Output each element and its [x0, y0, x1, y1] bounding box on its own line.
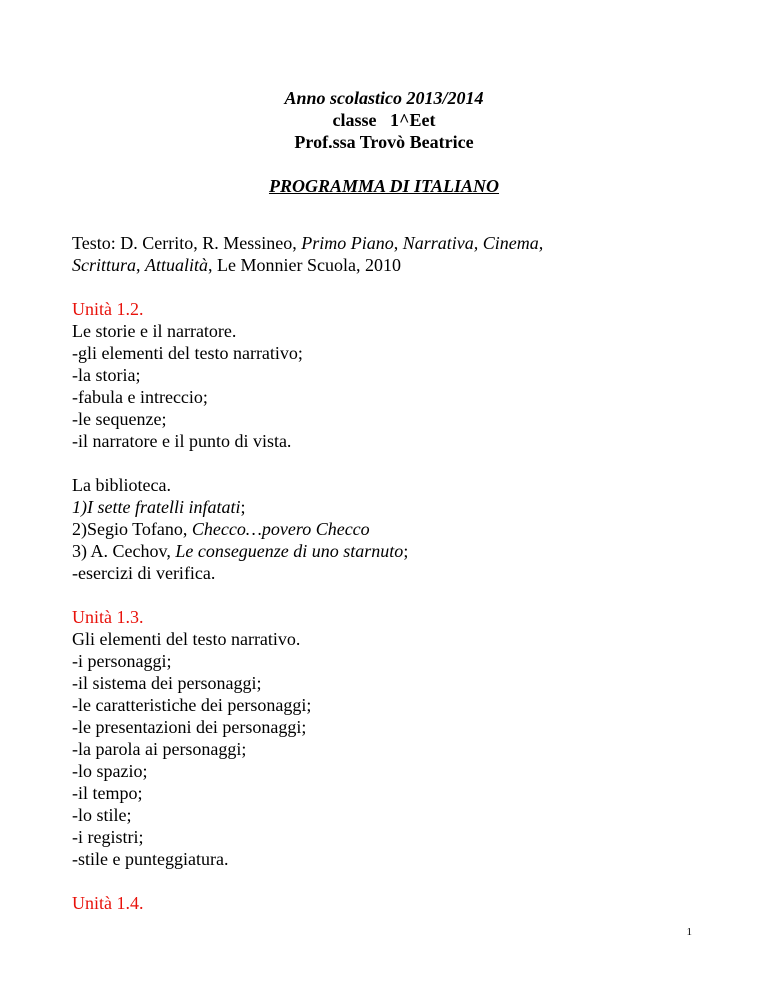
list-item: -lo spazio; — [72, 761, 148, 781]
list-item: -lo stile; — [72, 805, 132, 825]
list-item: -la parola ai personaggi; — [72, 739, 247, 759]
teacher-name: Prof.ssa Trovò Beatrice — [294, 132, 474, 152]
reading-author: 2)Segio Tofano, — [72, 519, 192, 539]
unit-heading: Unità 1.3. — [72, 607, 144, 627]
list-item: -le sequenze; — [72, 409, 167, 429]
list-item: -i registri; — [72, 827, 144, 847]
textbook-prefix: Testo: D. Cerrito, R. Messineo, — [72, 233, 302, 253]
list-item: -il sistema dei personaggi; — [72, 673, 262, 693]
list-item: -esercizi di verifica. — [72, 563, 216, 583]
reading-title: Checco…povero Checco — [191, 519, 370, 539]
list-item: -la storia; — [72, 365, 141, 385]
list-item: -i personaggi; — [72, 651, 172, 671]
document-body — [72, 232, 712, 914]
list-item: -le caratteristiche dei personaggi; — [72, 695, 312, 715]
reading-punctuation: ; — [240, 497, 246, 517]
unit-topic: Gli elementi del testo narrativo. — [72, 629, 301, 649]
textbook-reference — [72, 232, 712, 276]
textbook-subtitle: Narrativa, Cinema, — [402, 233, 544, 253]
textbook-subtitle-scrittura: Scrittura — [72, 255, 137, 275]
library-heading: La biblioteca. — [72, 475, 171, 495]
list-item: -il narratore e il punto di vista. — [72, 431, 292, 451]
reading-punctuation: ; — [403, 541, 409, 561]
class-name: classe 1^Eet — [332, 110, 436, 130]
unit-1-2 — [72, 298, 712, 452]
textbook-subtitle-attualita: Attualità — [145, 255, 209, 275]
textbook-separator-2: , — [136, 255, 146, 275]
page-number: 1 — [686, 926, 692, 938]
document-header — [0, 87, 768, 196]
school-year: Anno scolastico 2013/2014 — [284, 88, 484, 108]
textbook-title: Primo Piano — [301, 233, 394, 253]
unit-1-4 — [72, 892, 712, 914]
library-section — [72, 474, 712, 584]
list-item: -il tempo; — [72, 783, 143, 803]
unit-topic: Le storie e il narratore. — [72, 321, 237, 341]
unit-1-3 — [72, 606, 712, 870]
list-item: -stile e punteggiatura. — [72, 849, 229, 869]
reading-title: 1)I sette fratelli infatati — [72, 497, 241, 517]
list-item: -le presentazioni dei personaggi; — [72, 717, 307, 737]
reading-author: 3) A. Cechov, — [72, 541, 176, 561]
list-item: -gli elementi del testo narrativo; — [72, 343, 303, 363]
unit-heading: Unità 1.2. — [72, 299, 144, 319]
unit-heading: Unità 1.4. — [72, 893, 144, 913]
textbook-separator: , — [393, 233, 403, 253]
program-title: PROGRAMMA DI ITALIANO — [268, 176, 500, 196]
textbook-publisher: , Le Monnier Scuola, 2010 — [208, 255, 401, 275]
reading-title: Le conseguenze di uno starnuto — [175, 541, 404, 561]
list-item: -fabula e intreccio; — [72, 387, 208, 407]
